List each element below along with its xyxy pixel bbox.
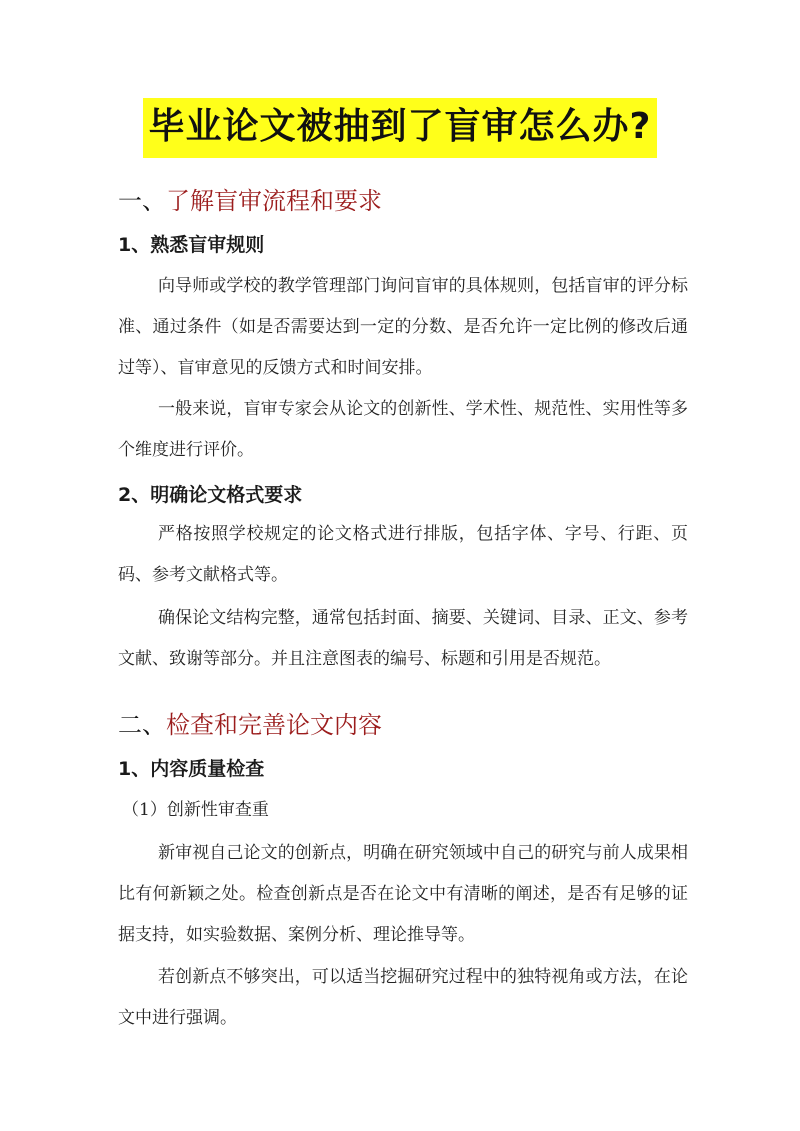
- subsection-heading: 2、明确论文格式要求: [118, 484, 303, 506]
- paragraph: 向导师或学校的教学管理部门询问盲审的具体规则，包括盲审的评分标准、通过条件（如是否需要达到一定的分数、是否允许一定比例的修改后通过等）、盲审意见的反馈方式和时间安排。: [118, 276, 688, 378]
- section-title: 检查和完善论文内容: [166, 711, 382, 739]
- page-title: 毕业论文被抽到了盲审怎么办?: [143, 98, 658, 158]
- section-heading-2: [118, 710, 688, 740]
- subsection-heading: 1、熟悉盲审规则: [118, 234, 265, 256]
- section-number: 二、: [118, 711, 166, 739]
- paragraph: 新审视自己论文的创新点，明确在研究领域中自己的研究与前人成果相比有何新颖之处。检查创新点是否在论文中有清晰的阐述，是否有足够的证据支持，如实验数据、案例分析、理论推导等。: [118, 843, 688, 945]
- section-heading-1: [118, 186, 688, 216]
- section-number: 一、: [118, 187, 166, 215]
- paragraph: 一般来说，盲审专家会从论文的创新性、学术性、规范性、实用性等多个维度进行评价。: [118, 399, 688, 460]
- title-container: [0, 98, 800, 158]
- paragraph: 严格按照学校规定的论文格式进行排版，包括字体、字号、行距、页码、参考文献格式等。: [118, 524, 688, 585]
- paragraph: 若创新点不够突出，可以适当挖掘研究过程中的独特视角或方法，在论文中进行强调。: [118, 967, 688, 1028]
- subsection-heading: 1、内容质量检查: [118, 758, 265, 780]
- section-title: 了解盲审流程和要求: [166, 187, 382, 215]
- sub-subsection-heading: （1）创新性审查重: [122, 800, 269, 820]
- paragraph: 确保论文结构完整，通常包括封面、摘要、关键词、目录、正文、参考文献、致谢等部分。并且注意图表的编号、标题和引用是否规范。: [118, 608, 688, 669]
